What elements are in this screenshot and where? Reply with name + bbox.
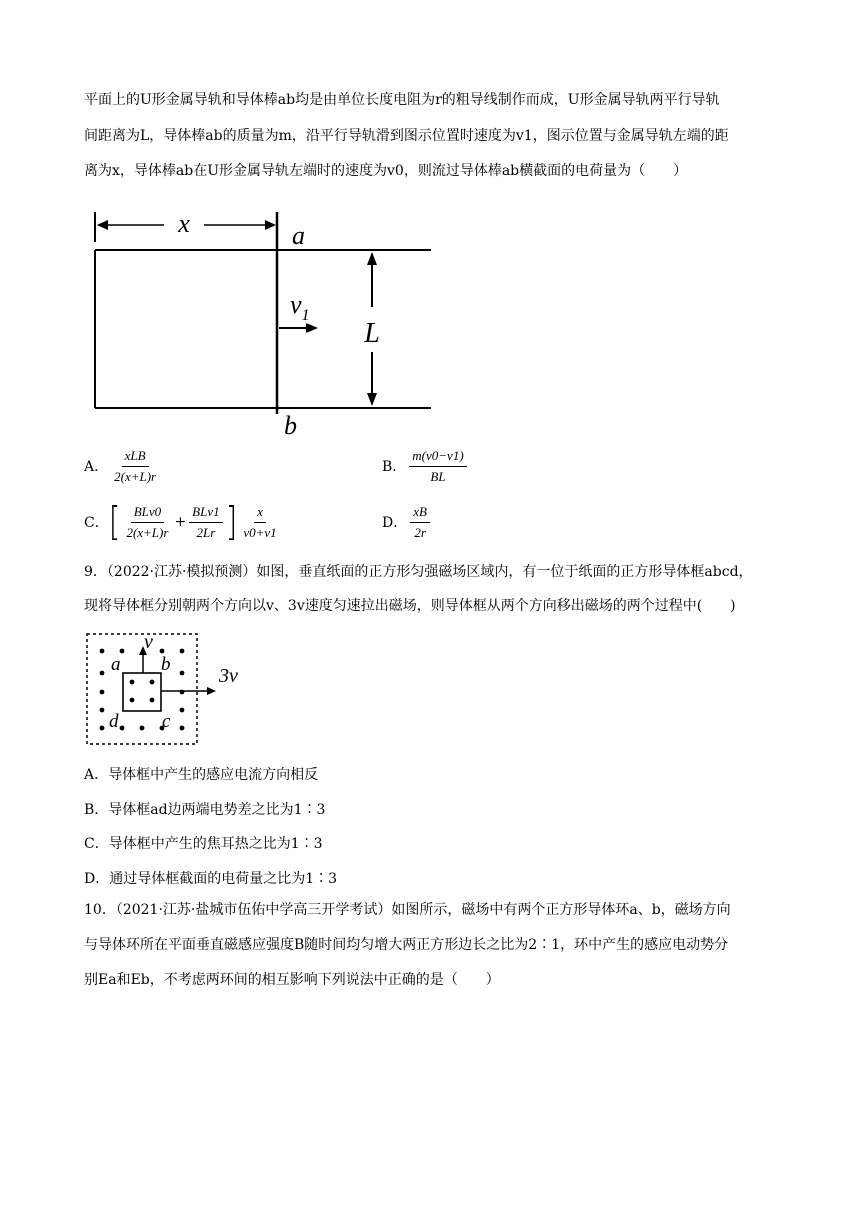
q9-option-c: C．导体框中产生的焦耳热之比为1∶3: [84, 836, 323, 852]
velocity-label: $v_1$: [290, 290, 310, 324]
corner-a-label: a: [111, 654, 121, 675]
corner-c-label: c: [162, 711, 171, 732]
option-c-fraction-3: $\frac{x}{v0+v1}$: [243, 503, 277, 540]
q8-rail-figure: [84, 202, 444, 442]
q8-option-a: A． $\frac{\text{xLB}}{2(x+L)r}$: [84, 446, 162, 486]
q9-option-d: D．通过导体框截面的电荷量之比为1∶3: [84, 871, 338, 887]
q8-line-2: 间距离为L，导体棒ab的质量为m，沿平行导轨滑到图示位置时速度为v1，图示位置与金属导轨左端的距: [84, 128, 729, 144]
q10-line-1: 10．（2021·江苏·盐城市伍佑中学高三开学考试）如图所示，磁场中有两个正方形导体环a、b，磁场方向: [84, 902, 731, 918]
option-c-fraction-2: $\frac{\text{BLv1}}{2Lr}$: [189, 504, 222, 541]
q10-line-2: 与导体环所在平面垂直磁感应强度B随时间均匀增大两正方形边长之比为2∶1，环中产生的感应电动势分: [84, 937, 729, 953]
right-velocity-label: 3v: [219, 665, 238, 687]
q9-option-b: B．导体框ad边两端电势差之比为1∶3: [84, 802, 326, 818]
q8-option-d: D． $\frac{xB}{2r}$: [382, 502, 433, 542]
q9-option-a: A．导体框中产生的感应电流方向相反: [84, 767, 319, 783]
option-c-fraction-1: $\frac{\text{BLv0}}{2(x+L)r}$: [126, 503, 169, 540]
q9-line-1: 9．（2022·江苏·模拟预测）如图，垂直纸面的正方形匀强磁场区域内，有一位于纸面的正方形导体框abcd，: [84, 564, 753, 580]
q8-line-3: 离为x，导体棒ab在U形金属导轨左端时的速度为v0，则流过导体棒ab横截面的电荷量为（ ）: [84, 163, 688, 179]
q8-option-c: C． [ $\frac{\text{BLv0}}{2(x+L)r}$ + $\frac{\text{BLv1}}{2Lr}$ ] $\frac{x}{v0+v1}$: [84, 500, 283, 544]
option-b-fraction: $\frac{m(v0-v1)}{BL}$: [409, 448, 466, 485]
corner-b-label: b: [161, 654, 171, 675]
rod-end-a-label: a: [292, 221, 305, 250]
up-velocity-label: v: [144, 631, 153, 653]
rod-end-b-label: b: [284, 411, 297, 440]
q9-magnetic-field-figure: [84, 630, 254, 750]
option-a-fraction: $\frac{\text{xLB}}{2(x+L)r}$: [114, 447, 157, 484]
x-dimension-label: x: [178, 209, 190, 238]
q9-line-2: 现将导体框分别朝两个方向以v、3v速度匀速拉出磁场，则导体框从两个方向移出磁场的两个过程中( ): [84, 598, 736, 614]
L-dimension-label: L: [364, 318, 380, 349]
option-d-fraction: $\frac{xB}{2r}$: [410, 504, 430, 541]
corner-d-label: d: [109, 711, 119, 732]
q8-line-1: 平面上的U形金属导轨和导体棒ab均是由单位长度电阻为r的粗导线制作而成，U形金属导轨两平行导轨: [84, 92, 720, 108]
q8-option-b: B． $\frac{m(v0-v1)}{BL}$: [382, 446, 470, 486]
q10-line-3: 别Ea和Eb，不考虑两环间的相互影响下列说法中正确的是（ ）: [84, 972, 500, 988]
